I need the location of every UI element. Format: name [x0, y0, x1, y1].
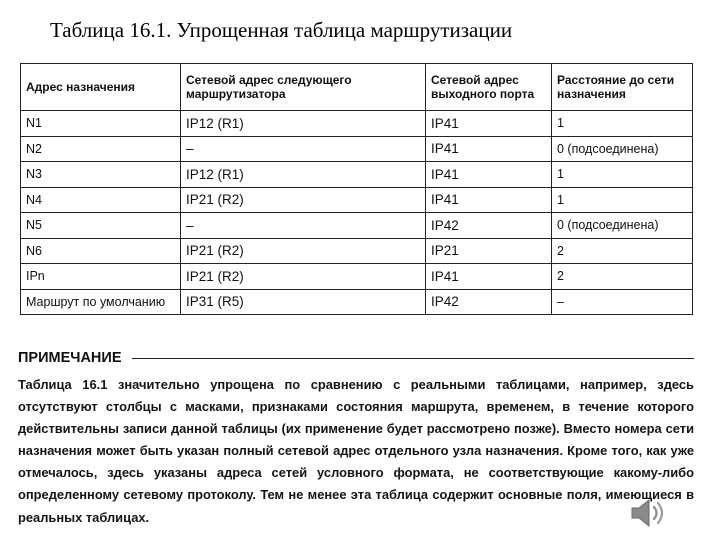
cell-next-router: IP21 (R2): [181, 187, 426, 213]
cell-exit-port: IP41: [426, 187, 552, 213]
table-header-row: [21, 64, 693, 111]
table-row: [21, 264, 693, 290]
cell-destination: IPn: [21, 264, 181, 290]
header-next-router: Сетевой адрес следующего маршрутизатора: [181, 64, 426, 111]
cell-destination: N1: [21, 111, 181, 137]
table-row: [21, 213, 693, 239]
cell-destination: N4: [21, 187, 181, 213]
cell-distance: 0 (подсоединена): [552, 136, 693, 162]
cell-destination: Маршрут по умолчанию: [21, 289, 181, 315]
cell-destination: N2: [21, 136, 181, 162]
cell-destination: N6: [21, 238, 181, 264]
cell-next-router: IP21 (R2): [181, 264, 426, 290]
cell-exit-port: IP41: [426, 264, 552, 290]
speaker-icon[interactable]: [626, 495, 670, 531]
table-row: [21, 238, 693, 264]
page-title: Таблица 16.1. Упрощенная таблица маршрутизации: [50, 18, 513, 42]
note-block: [18, 350, 694, 529]
cell-exit-port: IP41: [426, 136, 552, 162]
cell-destination: N3: [21, 162, 181, 188]
cell-exit-port: IP41: [426, 111, 552, 137]
cell-exit-port: IP21: [426, 238, 552, 264]
cell-next-router: –: [181, 136, 426, 162]
cell-destination: N5: [21, 213, 181, 239]
cell-distance: –: [552, 289, 693, 315]
note-label: ПРИМЕЧАНИЕ: [18, 350, 122, 366]
note-text: Таблица 16.1 значительно упрощена по сравнению с реальными таблицами, например, здесь отсутствуют столбцы с масками, признаками состояния маршрута, временем, в течение которого действительны записи данной таблицы (их применение будет рассмотрено позже). Вместо номера сети назначения может быть указан полный сетевой адрес отдельного узла назначения. Кроме того, как уже отмечалось, здесь указаны адреса сетей условного формата, не соответствующие какому-либо определенному сетевому протоколу. Тем не менее эта таблица содержит основные поля, имеющиеся в реальных таблицах.: [18, 377, 694, 525]
cell-exit-port: IP42: [426, 289, 552, 315]
cell-exit-port: IP41: [426, 162, 552, 188]
cell-next-router: IP21 (R2): [181, 238, 426, 264]
header-destination: Адрес назначения: [21, 64, 181, 111]
routing-table: [20, 63, 693, 315]
cell-next-router: IP12 (R1): [181, 111, 426, 137]
header-distance: Расстояние до сети назначения: [552, 64, 693, 111]
table-row: [21, 289, 693, 315]
table-row: [21, 162, 693, 188]
cell-next-router: –: [181, 213, 426, 239]
note-divider: [132, 358, 695, 359]
cell-distance: 1: [552, 187, 693, 213]
cell-distance: 1: [552, 111, 693, 137]
table-row: [21, 136, 693, 162]
cell-exit-port: IP42: [426, 213, 552, 239]
table-row: [21, 111, 693, 137]
cell-distance: 1: [552, 162, 693, 188]
cell-next-router: IP12 (R1): [181, 162, 426, 188]
header-exit-port: Сетевой адрес выходного порта: [426, 64, 552, 111]
cell-distance: 0 (подсоединена): [552, 213, 693, 239]
cell-distance: 2: [552, 238, 693, 264]
cell-next-router: IP31 (R5): [181, 289, 426, 315]
note-header: [18, 350, 694, 366]
table-row: [21, 187, 693, 213]
cell-distance: 2: [552, 264, 693, 290]
